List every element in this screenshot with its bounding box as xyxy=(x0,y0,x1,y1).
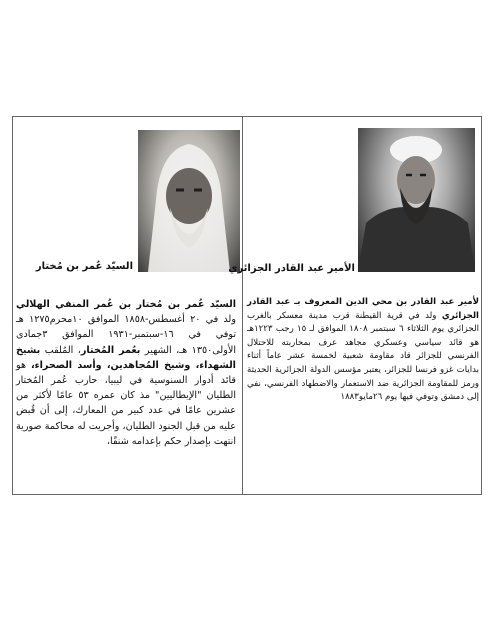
umar-title-1: بعُمر المُختار xyxy=(80,344,141,356)
umar-text-1: ولد في ٢٠ أغسطس-١٨٥٨ الموافق ١٠محرم١٢٧٥ هـ توفي في ١٦-سبتمبر-١٩٣١ الموافق ٣جمادى الأولى١٣٥٠ هـ، الشهير xyxy=(16,314,236,356)
abdelkader-caption: الأمير عبد القادر الجزائري xyxy=(228,263,355,274)
abdelkader-biography xyxy=(247,296,479,405)
umar-text-3: هو قائد أدوار السنوسية في ليبيا، حارب عُمر المُختار الطليان "الإيطاليين" مذ كان عمره ٥٣ عامًا لأكثر من عشرين عامًا في عدد كبير من المعارك، إلى أن قُبض عليه من قبل الجنود الطليان، وأجريت له محاكمة صورية انتهت بإصدار حكم بإعدامه شنقًا، xyxy=(16,359,236,447)
umar-mukhtar-caption: السيّد عُمر بن مُختار xyxy=(35,261,133,272)
umar-mukhtar-portrait xyxy=(138,130,240,272)
umar-name: السيّد عُمر بن مُختار بن عُمر المنفي الهلالي xyxy=(16,299,236,310)
umar-text-2: ، المُلقب xyxy=(40,344,81,356)
abdelkader-body: ولد في قرية القيطنة قرب مدينة معسكر بالغرب الجزائري يوم الثلاثاء ٦ سبتمبر ١٨٠٨ الموافق لـ ١٥ رجب ١٢٢٣هـ هو قائد سياسي وعسكري مجاهد عرف بمحاربته للاحتلال الفرنسي للجزائر قاد مقاومة شعبية لخمسة عشر عاماً أثناء بدايات غزو فرنسا للجزائر، يعتبر مؤسس الدولة الجزائرية الحديثة ورمز للمقاومة الجزائرية ضد الاستعمار والاضطهاد الفرنسي، نفي إلى دمشق وتوفي فيها يوم ٢٦مايو١٨٨٣ xyxy=(247,310,479,403)
abdelkader-portrait xyxy=(358,128,475,272)
abdelkader-lead: لأمير عبد القادر بن محي الدين المعروف بـ عبد القادر الجزائري xyxy=(247,297,479,321)
umar-title-2: بشيخ الشهداء، وشيخ المُجاهدين، وأسد الصحراء، xyxy=(16,344,236,371)
umar-mukhtar-biography xyxy=(16,297,236,449)
portrait-sketch xyxy=(138,130,240,272)
portrait-sketch xyxy=(358,128,475,272)
